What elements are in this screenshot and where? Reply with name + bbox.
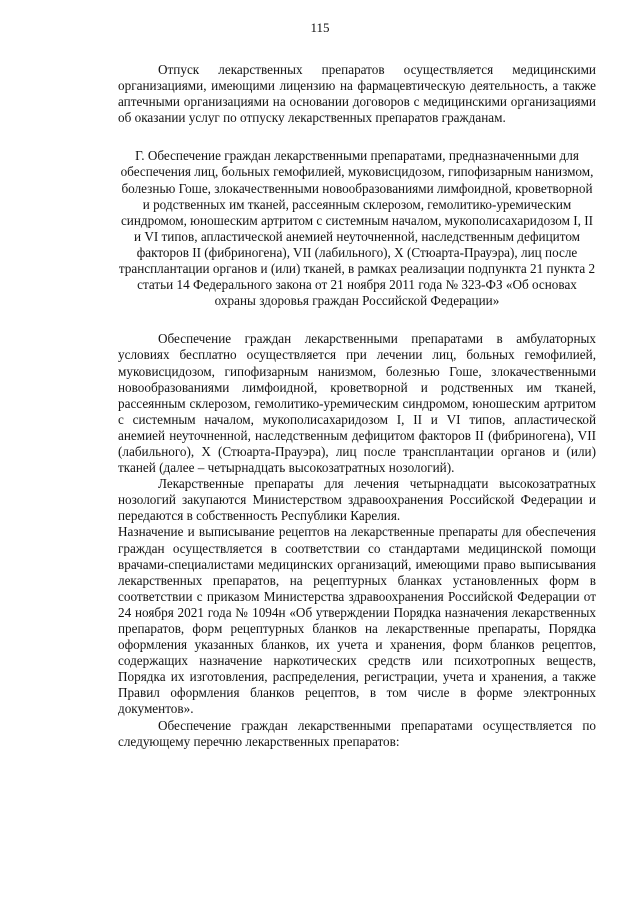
section-heading-g: Г. Обеспечение граждан лекарственными препаратами, предназначенными для обеспечения лиц, больных гемофилией, муковисцидозом, гипофизарным нанизмом, болезнью Гоше, злокачественными новообразованиями лимфоидной, кроветворной и родственных им тканей, рассеянным склерозом, гемолитико-уремическим синдромом, юношеским артритом с системным началом, мукополисахаридозом I, II и VI типов, апластической анемией неуточненной, наследственным дефицитом факторов II (фибриногена), VII (лабильного), X (Стюарта-Прауэра), лиц после трансплантации органов и (или) тканей, в рамках реализации подпункта 21 пункта 2 статьи 14 Федерального закона от 21 ноября 2011 года № 323-ФЗ «Об основах охраны здоровья граждан Российской Федерации» [118, 148, 596, 309]
paragraph-drug-list-intro: Обеспечение граждан лекарственными препаратами осуществляется по следующему перечню лекарственных препаратов: [118, 717, 596, 749]
document-body [118, 62, 596, 750]
paragraph-procurement: Лекарственные препараты для лечения четырнадцати высокозатратных нозологий закупаются Министерством здравоохранения Российской Федерации и передаются в собственность Республики Карелия. [118, 476, 596, 524]
paragraph-prescriptions: Назначение и выписывание рецептов на лекарственные препараты для обеспечения граждан осуществляется в соответствии со стандартами медицинской помощи врачами-специалистами медицинских организаций, имеющими право выписывания лекарственных препаратов, на рецептурных бланках установленных форм в соответствии с приказом Министерства здравоохранения Российской Федерации от 24 ноября 2021 года № 1094н «Об утверждении Порядка назначения лекарственных препаратов, форм рецептурных бланков на лекарственные препараты, Порядка оформления указанных бланков, их учета и хранения, форм бланков рецептов, содержащих назначение наркотических средств или психотропных веществ, Порядка их изготовления, распределения, регистрации, учета и хранения, а также Правил оформления бланков рецептов, в том числе в форме электронных документов». [118, 524, 596, 717]
paragraph-dispensing: Отпуск лекарственных препаратов осуществляется медицинскими организациями, имеющими лицензию на фармацевтическую деятельность, а также аптечными организациями на основании договоров с медицинскими организациями об оказании услуг по отпуску лекарственных препаратов гражданам. [118, 62, 596, 126]
paragraph-outpatient-provision: Обеспечение граждан лекарственными препаратами в амбулаторных условиях бесплатно осуществляется при лечении лиц, больных гемофилией, муковисцидозом, гипофизарным нанизмом, болезнью Гоше, злокачественными новообразованиями лимфоидной, кроветворной и родственных им тканей, рассеянным склерозом, гемолитико-уремическим синдромом, юношеским артритом с системным началом, мукополисахаридозом I, II и VI типов, апластической анемией неуточненной, наследственным дефицитом факторов II (фибриногена), VII (лабильного), X (Стюарта-Прауэра), лиц после трансплантации органов и (или) тканей (далее – четырнадцать высокозатратных нозологий). [118, 331, 596, 476]
page-number: 115 [310, 20, 330, 35]
